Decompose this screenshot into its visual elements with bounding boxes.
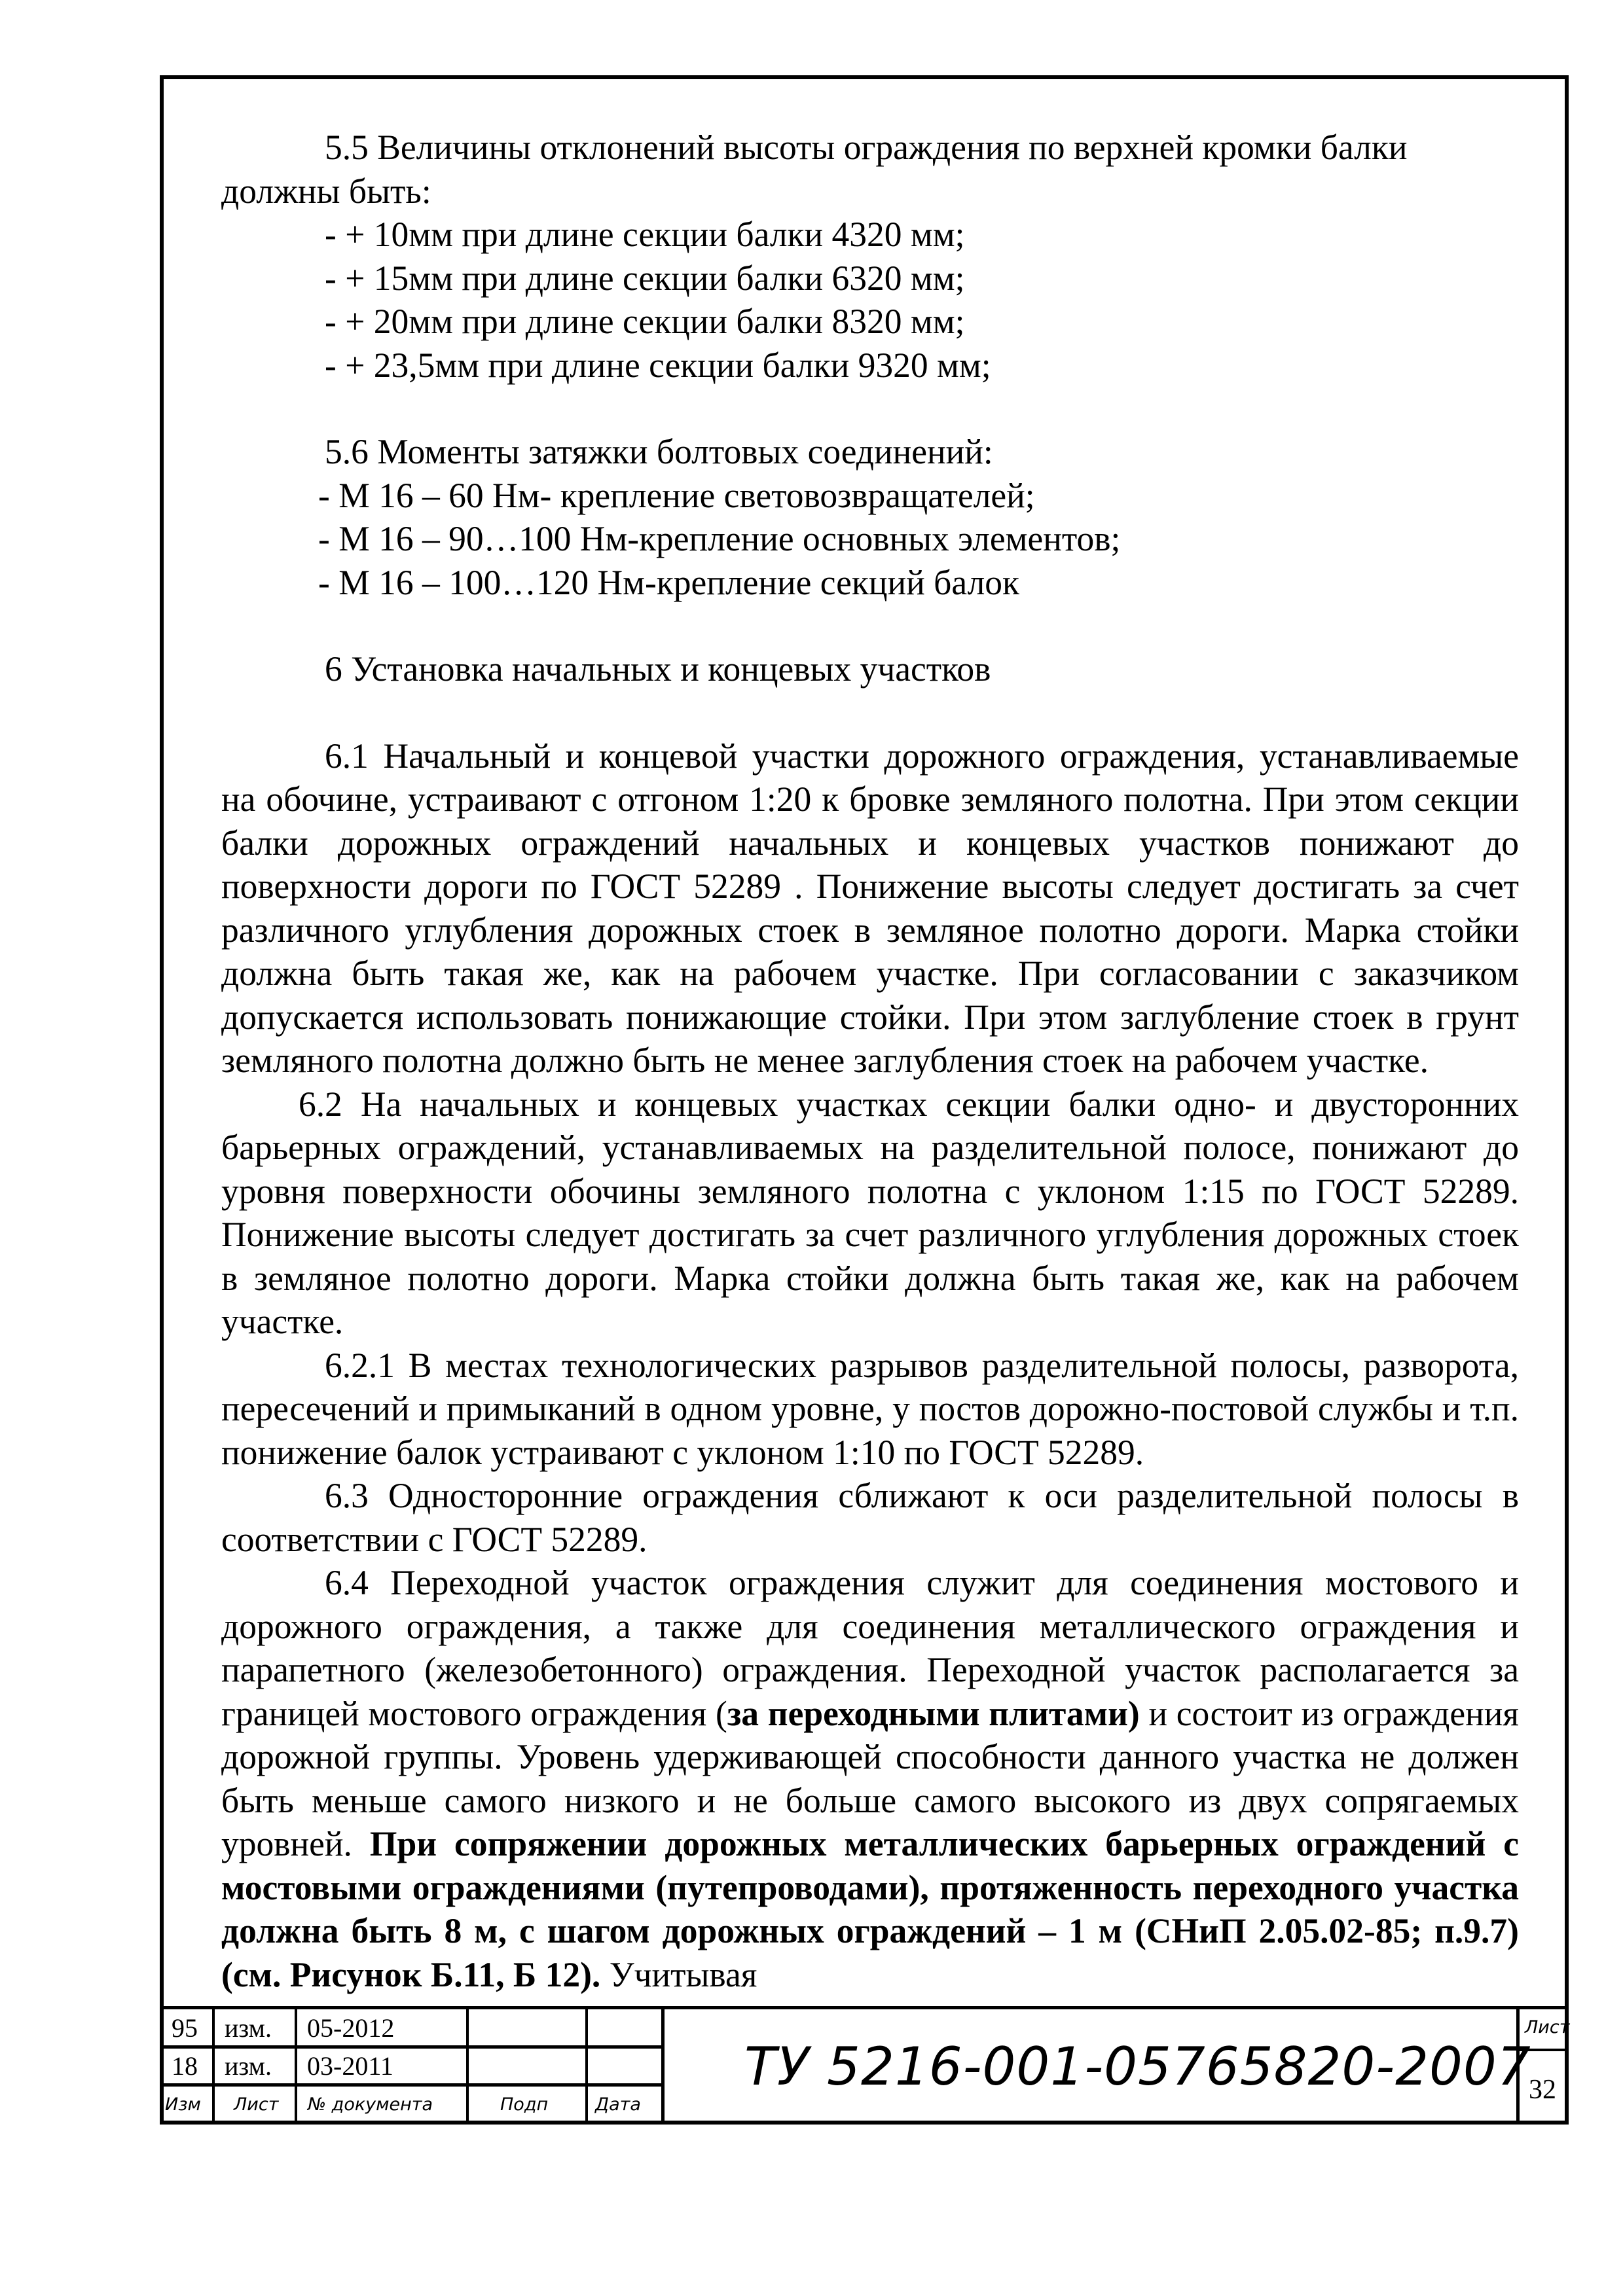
caption-signature: Подп bbox=[500, 2094, 549, 2115]
document-code: ТУ 5216-001-05765820-2007 bbox=[744, 2036, 1531, 2097]
change-date: 03-2011 bbox=[307, 2051, 393, 2081]
paragraph-6-4-text-1: 6.4 Переходной участок ограждения служит для соединения мостового и дорожного ограждения, а также для соединения металлического ограждения и парапетного (железобетонного) ограждения. Переходной участок располагается за границей мостового ограждения ( bbox=[221, 1563, 1519, 1733]
title-block bbox=[160, 2006, 1569, 2125]
caption-list: Лист bbox=[234, 2094, 279, 2115]
list-item: - + 15мм при длине секции балки 6320 мм; bbox=[325, 258, 965, 298]
paragraph-5-5-intro: 5.5 Величины отклонений высоты ограждения по верхней кромки балки должны быть: bbox=[221, 128, 1408, 211]
paragraph-6-3: 6.3 Односторонние ограждения сближают к оси разделительной полосы в соответствии с ГОСТ 52289. bbox=[221, 1476, 1519, 1559]
list-item: - М 16 – 60 Нм- крепление световозвращателей; bbox=[318, 475, 1035, 515]
list-item: - + 20мм при длине секции балки 8320 мм; bbox=[325, 302, 965, 341]
change-number: 95 bbox=[172, 2013, 198, 2043]
change-type: изм. bbox=[225, 2051, 272, 2081]
paragraph-6-4-bold-1: за переходными плитами) bbox=[727, 1693, 1140, 1733]
caption-izm: Изм bbox=[165, 2094, 201, 2115]
paragraph-6-2-1: 6.2.1 В местах технологических разрывов разделительной полосы, разворота, пересечений и примыканий в одном уровне, у постов дорожно-постовой службы и т.п. понижение балок устраивают с уклоном 1:10 по ГОСТ 52289. bbox=[221, 1345, 1519, 1472]
section-6-heading: 6 Установка начальных и концевых участков bbox=[325, 649, 991, 689]
paragraph-6-4-bold-2: При сопряжении дорожных металлических барьерных ограждений с мостовыми ограждениями (путепроводами), протяженность переходного участка должна быть 8 м, с шагом дорожных ограждений – 1 м (СНиП 2.05.02-85; п.9.7) (см. Рисунок Б.11, Б 12). bbox=[221, 1824, 1519, 1994]
change-number: 18 bbox=[172, 2051, 198, 2081]
paragraph-6-1: 6.1 Начальный и концевой участки дорожного ограждения, устанавливаемые на обочине, устраивают с отгоном 1:20 к бровке земляного полотна. При этом секции балки дорожных ограждений начальных и концевых участков понижают до поверхности дороги по ГОСТ 52289 . Понижение высоты следует достигать за счет различного углубления дорожных стоек в земляное полотно дороги. Марка стойки должна быть такая же, как на рабочем участке. При согласовании с заказчиком допускается использовать понижающие стойки. При этом заглубление стоек в грунт земляного полотна должно быть не менее заглубления стоек на рабочем участке. bbox=[221, 736, 1519, 1080]
list-item: - М 16 – 100…120 Нм-крепление секций балок bbox=[318, 562, 1020, 602]
change-date: 05-2012 bbox=[307, 2013, 395, 2043]
caption-doc-number: № документа bbox=[308, 2094, 433, 2115]
list-item: - + 10мм при длине секции балки 4320 мм; bbox=[325, 215, 965, 254]
paragraph-6-4 bbox=[221, 1561, 1519, 1996]
paragraph-6-2: 6.2 На начальных и концевых участках секции балки одно- и двусторонних барьерных ограждений, устанавливаемых на разделительной полосе, понижают до уровня поверхности обочины земляного полотна с уклоном 1:15 по ГОСТ 52289. Понижение высоты следует достигать за счет различного углубления дорожных стоек в земляное полотно дороги. Марка стойки должна быть такая же, как на рабочем участке. bbox=[221, 1084, 1519, 1341]
paragraph-6-4-text-3: Учитывая bbox=[600, 1954, 757, 1994]
paragraph-5-6-title: 5.6 Моменты затяжки болтовых соединений: bbox=[325, 432, 993, 471]
paragraph-6-4-text-2: и состоит из ограждения дорожной группы. Уровень удерживающей способности данного участка не должен быть меньше самого низкого и не больше самого высокого из двух сопрягаемых уровней. bbox=[221, 1693, 1519, 1863]
change-type: изм. bbox=[225, 2013, 272, 2043]
list-item: - М 16 – 90…100 Нм-крепление основных элементов; bbox=[318, 519, 1121, 558]
document-body bbox=[221, 126, 1519, 1996]
sheet-number: 32 bbox=[1529, 2075, 1556, 2105]
caption-sheet: Лист bbox=[1525, 2017, 1570, 2037]
list-item: - + 23,5мм при длине секции балки 9320 мм; bbox=[325, 345, 991, 385]
caption-date: Дата bbox=[595, 2094, 641, 2115]
